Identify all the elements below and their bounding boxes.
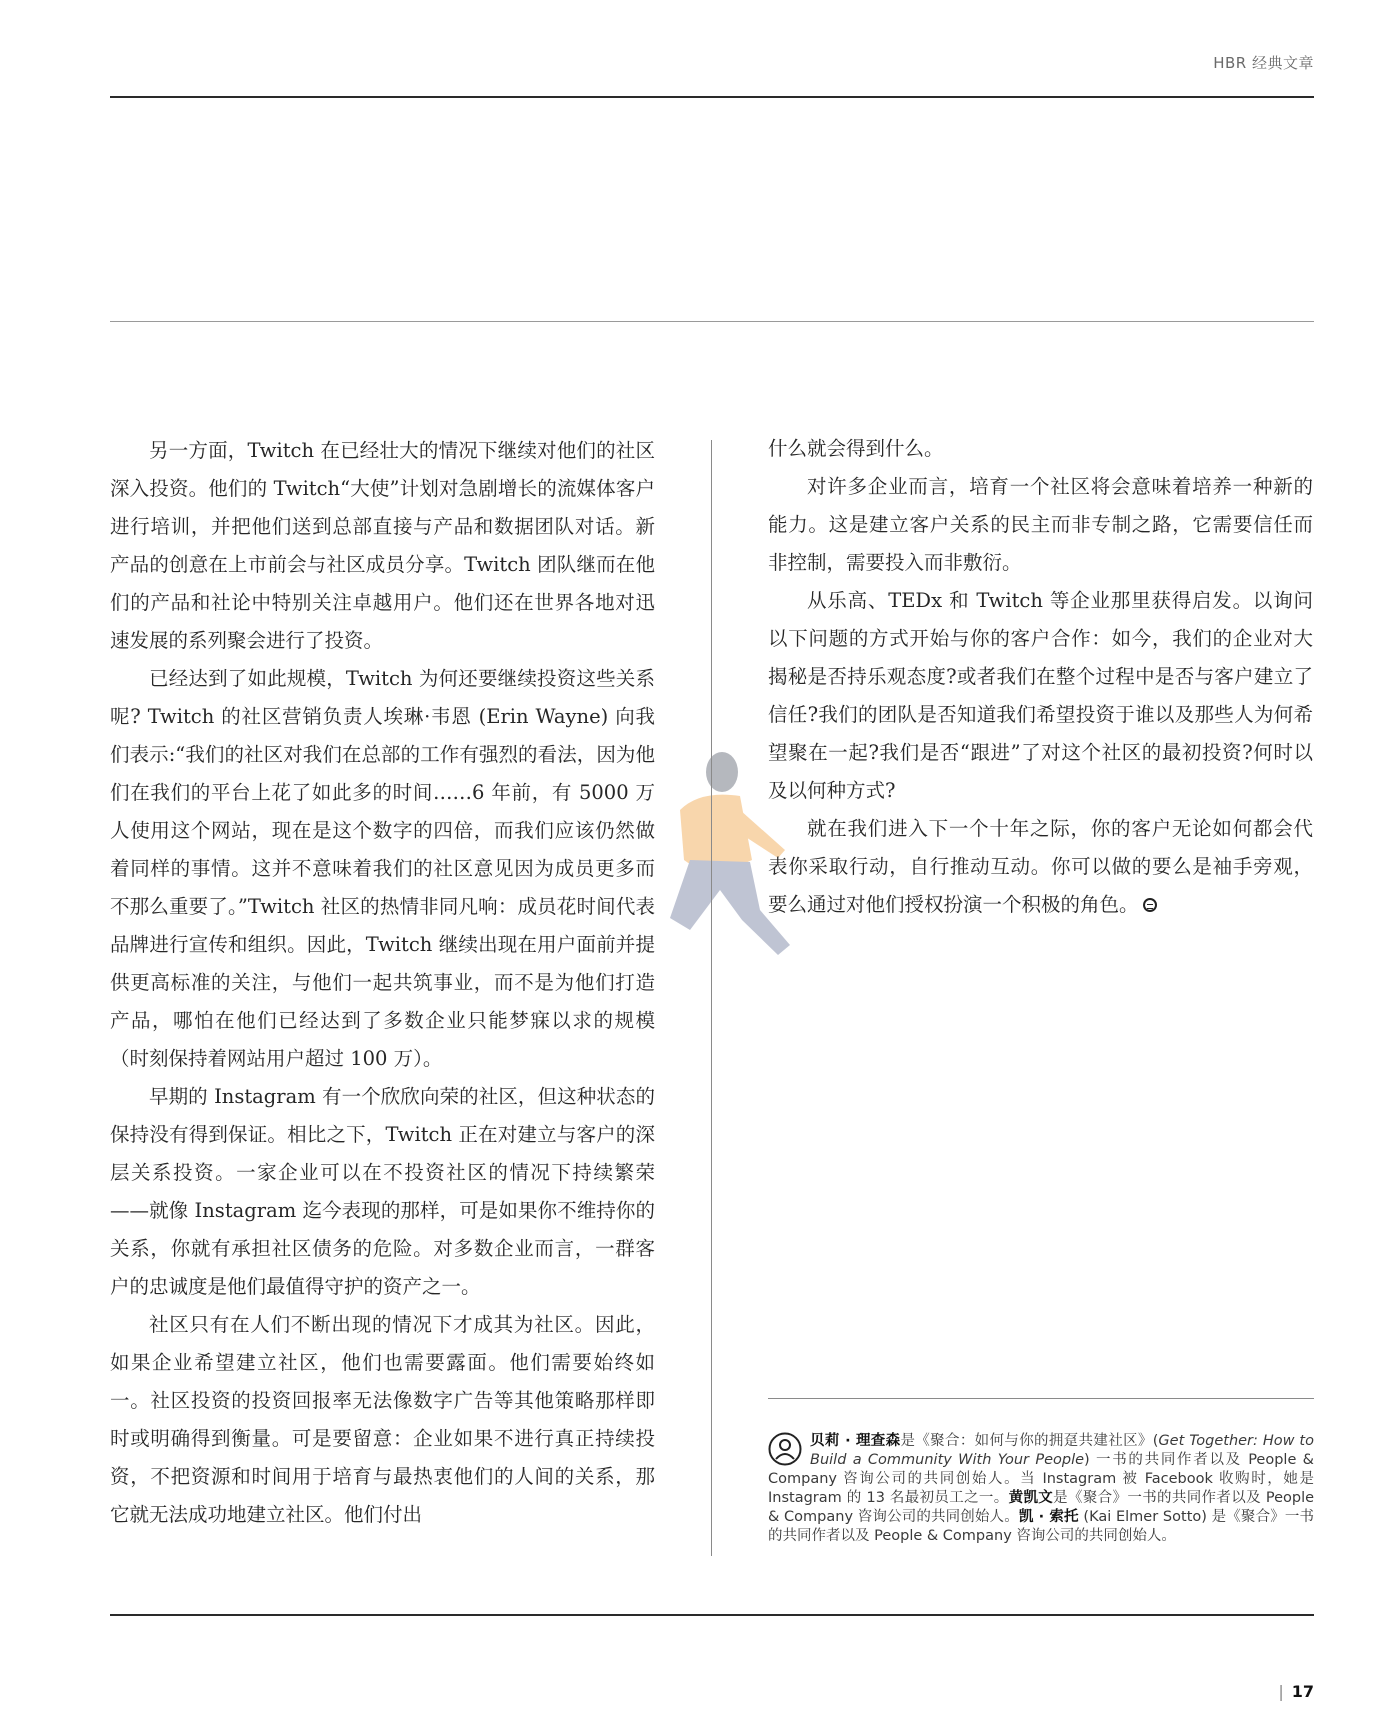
book-title-en: Get Together: How to Build a Community With Your People (810, 1433, 1314, 1468)
author-bio (768, 1432, 1314, 1546)
paragraph: 社区只有在人们不断出现的情况下才成其为社区。因此，如果企业希望建立社区，他们也需要露面。他们需要始终如一。社区投资的投资回报率无法像数字广告等其他策略那样即时或明确得到衡量。可是要留意：企业如果不进行真正持续投资，不把资源和时间用于培育与最热衷他们的人间的关系，那它就无法成功地建立社区。他们付出 (110, 1313, 655, 1526)
bottom-rule (110, 1614, 1314, 1616)
end-mark-icon (1143, 898, 1157, 912)
bio-text: 是《聚合：如何与你的拥趸共建社区》( (900, 1433, 1159, 1449)
bio-rule (768, 1398, 1314, 1399)
paragraph: 另一方面，Twitch 在已经壮大的情况下继续对他们的社区深入投资。他们的 Twitch“大使”计划对急剧增长的流媒体客户进行培训，并把他们送到总部直接与产品和数据团队对话。新产品的创意在上市前会与社区成员分享。Twitch 团队继而在他们的产品和社论中特别关注卓越用户。他们还在世界各地对迅速发展的系列聚会进行了投资。 (110, 439, 655, 652)
page-separator: | (1278, 1682, 1284, 1701)
middle-rule (110, 321, 1314, 322)
bio-text: (Kai Elmer Sotto) 是《聚合》一书的共同作者以及 People & Company 咨询公司的共同创始人。 (768, 1509, 1314, 1544)
paragraph-text: 就在我们进入下一个十年之际，你的客户无论如何都会代表你采取行动，自行推动互动。你可以做的要么是袖手旁观，要么通过对他们授权扮演一个积极的角色。 (768, 817, 1313, 916)
paragraph: 早期的 Instagram 有一个欣欣向荣的社区，但这种状态的保持没有得到保证。相比之下，Twitch 正在对建立与客户的深层关系投资。一家企业可以在不投资社区的情况下持续繁荣——就像 Instagram 迄今表现的那样，可是如果你不维持你的关系，你就有承担社区债务的危险。对多数企业而言，一群客户的忠诚度是他们最值得守护的资产之一。 (110, 1085, 655, 1298)
author-name: 黄凯文 (1008, 1490, 1054, 1506)
top-rule (110, 96, 1314, 98)
column-divider (711, 440, 712, 1556)
right-column (768, 430, 1313, 924)
paragraph-final (768, 810, 1313, 924)
paragraph: 从乐高、TEDx 和 Twitch 等企业那里获得启发。以询问以下问题的方式开始与你的客户合作：如今，我们的企业对大揭秘是否持乐观态度?或者我们在整个过程中是否与客户建立了信任?我们的团队是否知道我们希望投资于谁以及那些人为何希望聚在一起?我们是否“跟进”了对这个社区的最初投资?何时以及以何种方式? (768, 589, 1313, 802)
bio-text: 是《聚合》一书的共同作者以及 People & Company 咨询公司的共同创始人。 (768, 1490, 1315, 1525)
author-name: 凯 · 索托 (1018, 1509, 1079, 1525)
section-label: HBR 经典文章 (1213, 54, 1314, 72)
author-name: 贝莉 · 理查森 (810, 1433, 901, 1449)
paragraph: 已经达到了如此规模，Twitch 为何还要继续投资这些关系呢? Twitch 的社区营销负责人埃琳·韦恩 (Erin Wayne) 向我们表示:“我们的社区对我们在总部的工作有强烈的看法，因为他们在我们的平台上花了如此多的时间……6 年前，有 5000 万人使用这个网站，现在是这个数字的四倍，而我们应该仍然做着同样的事情。这并不意味着我们的社区意见因为成员更多而不那么重要了。”Twitch 社区的热情非同凡响：成员花时间代表品牌进行宣传和组织。因此，Twitch 继续出现在用户面前并提供更高标准的关注，与他们一起共筑事业，而不是为他们打造产品，哪怕在他们已经达到了多数企业只能梦寐以求的规模（时刻保持着网站用户超过 100 万）。 (110, 667, 655, 1070)
page-number-value: 17 (1291, 1682, 1314, 1701)
paragraph-continuation: 什么就会得到什么。 (768, 437, 944, 460)
left-column (110, 432, 655, 1534)
paragraph: 对许多企业而言，培育一个社区将会意味着培养一种新的能力。这是建立客户关系的民主而非专制之路，它需要信任而非控制，需要投入而非敷衍。 (768, 475, 1313, 574)
author-avatar-icon (768, 1432, 802, 1466)
bio-text: ) 一书的共同作者以及 People & Company 咨询公司的共同创始人。当 Instagram 被 Facebook 收购时，她是 Instagram 的 13 名最初员工之一。 (768, 1452, 1314, 1506)
page-number (1278, 1682, 1314, 1701)
